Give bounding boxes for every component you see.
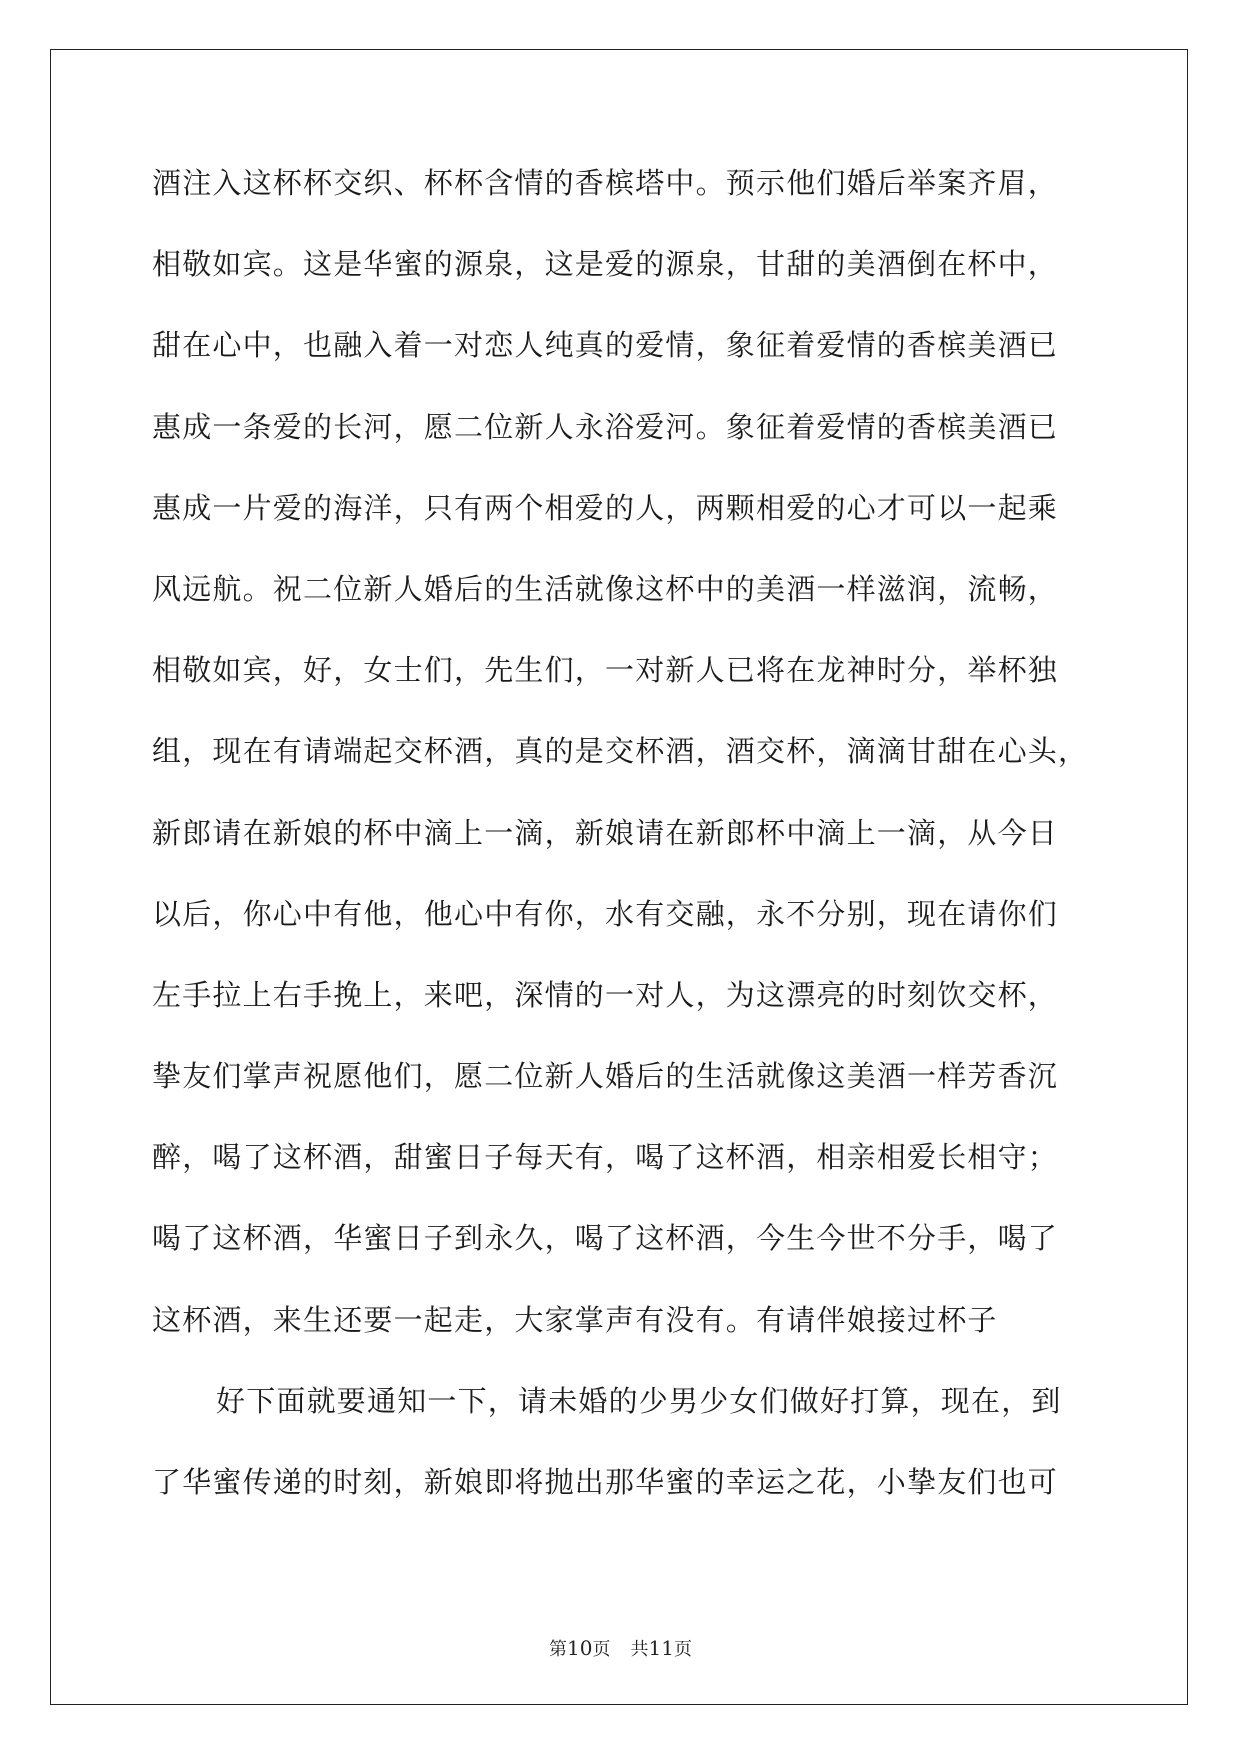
text-line: 甜在心中，也融入着一对恋人纯真的爱情，象征着爱情的香槟美酒已 [152, 328, 1059, 363]
page-total: 11 [648, 1636, 674, 1660]
text-line: 惠成一条爱的长河，愿二位新人永浴爱河。象征着爱情的香槟美酒已 [152, 409, 1059, 444]
paragraph-start-line: 好下面就要通知一下，请未婚的少男少女们做好打算，现在，到 [216, 1383, 1062, 1418]
total-prefix: 共 [630, 1639, 649, 1660]
text-line: 风远航。祝二位新人婚后的生活就像这杯中的美酒一样滋润，流畅， [152, 571, 1059, 606]
text-line: 相敬如宾。这是华蜜的源泉，这是爱的源泉，甘甜的美酒倒在杯中， [152, 247, 1059, 282]
text-line: 这杯酒，来生还要一起走，大家掌声有没有。有请伴娘接过杯子 [152, 1302, 998, 1337]
text-line: 酒注入这杯杯交织、杯杯含情的香槟塔中。预示他们婚后举案齐眉， [152, 166, 1059, 200]
text-line: 惠成一片爱的海洋，只有两个相爱的人，两颗相爱的心才可以一起乘 [152, 490, 1059, 525]
page-suffix: 页 [592, 1639, 611, 1660]
text-line: 相敬如宾，好，女士们，先生们，一对新人已将在龙神时分，举杯独 [152, 653, 1059, 688]
text-line: 组，现在有请端起交杯酒，真的是交杯酒，酒交杯，滴滴甘甜在心头， [152, 734, 1089, 769]
text-line: 左手拉上右手挽上，来吧，深情的一对人，为这漂亮的时刻饮交杯， [152, 977, 1059, 1012]
page-current: 10 [567, 1636, 593, 1660]
page-footer [0, 1636, 1241, 1662]
text-line: 挚友们掌声祝愿他们，愿二位新人婚后的生活就像这美酒一样芳香沉 [152, 1059, 1059, 1094]
page-prefix: 第 [549, 1639, 568, 1660]
total-suffix: 页 [673, 1639, 692, 1660]
text-line: 醉，喝了这杯酒，甜蜜日子每天有，喝了这杯酒，相亲相爱长相守； [152, 1140, 1059, 1175]
text-line: 新郎请在新娘的杯中滴上一滴，新娘请在新郎杯中滴上一滴，从今日 [152, 815, 1059, 850]
document-body [152, 164, 1092, 1544]
text-line: 喝了这杯酒，华蜜日子到永久，喝了这杯酒，今生今世不分手，喝了 [152, 1221, 1059, 1256]
text-line: 了华蜜传递的时刻，新娘即将抛出那华蜜的幸运之花，小挚友们也可 [152, 1465, 1059, 1499]
text-line: 以后，你心中有他，他心中有你，水有交融，永不分别，现在请你们 [152, 896, 1059, 931]
